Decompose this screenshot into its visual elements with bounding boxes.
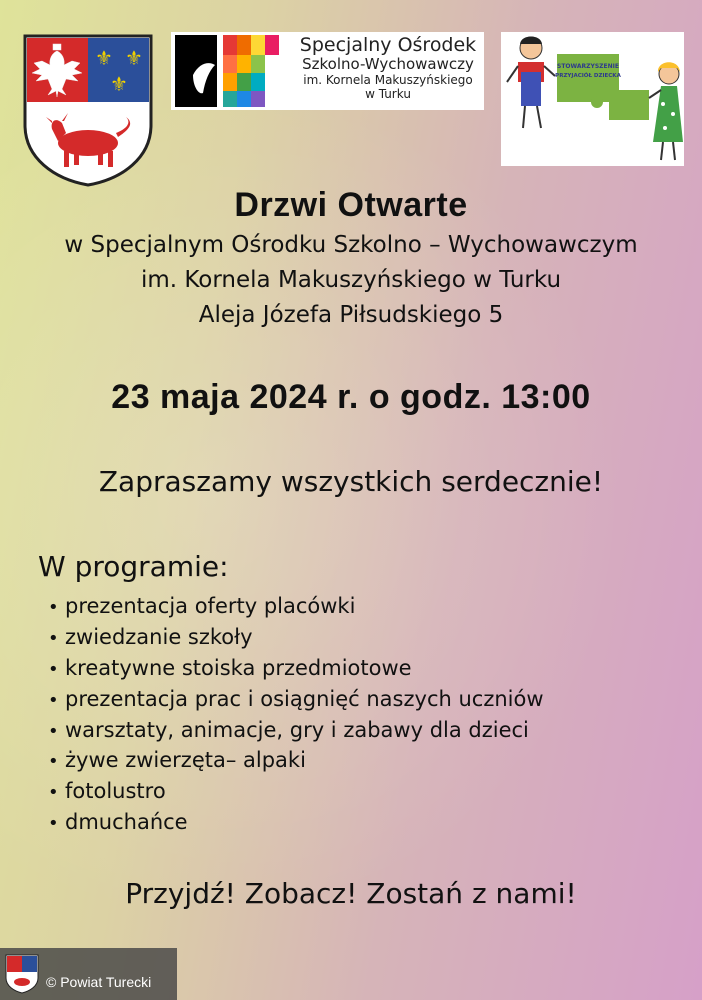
svg-text:⚜: ⚜ [125,46,143,70]
school-name-line2: Szkolno-Wychowawczy [302,55,474,73]
program-item: • kreatywne stoiska przedmiotowe [48,654,544,685]
event-venue-line: w Specjalnym Ośrodku Szkolno – Wychowawczym [64,232,638,258]
powiat-coat-of-arms-logo [22,33,154,187]
association-name-line1: STOWARZYSZENIE [557,63,619,70]
program-item: • dmuchańce [48,808,544,839]
association-name-line2: PRZYJACIÓŁ DZIECKA [555,73,621,79]
program-item: • fotolustro [48,777,544,808]
copyright-credit [0,948,177,1000]
event-address: Aleja Józefa Piłsudskiego 5 [198,302,504,328]
event-venue-name-line: im. Kornela Makuszyńskiego w Turku [140,267,562,293]
association-logo [501,32,684,166]
powiat-crest-small-icon [5,954,39,994]
school-logo [171,32,484,110]
closing-slogan: Przyjdź! Zobacz! Zostań z nami! [125,877,577,910]
program-item: • prezentacja oferty placówki [48,592,544,623]
copyright-text: © Powiat Turecki [46,974,152,990]
program-heading: W programie: [38,550,229,583]
school-name-line4: w Turku [365,87,411,101]
svg-text:⚜: ⚜ [95,46,113,70]
school-emblem-icon [173,35,299,107]
svg-text:⚜: ⚜ [110,72,128,96]
school-name-line3: im. Kornela Makuszyńskiego [303,73,473,87]
event-title: Drzwi Otwarte [234,186,468,224]
event-date-time: 23 maja 2024 r. o godz. 13:00 [111,378,591,416]
invitation-text: Zapraszamy wszystkich serdecznie! [98,465,604,498]
school-name-line1: Specjalny Ośrodek [299,34,477,56]
program-item: • żywe zwierzęta– alpaki [48,746,544,777]
program-item: • prezentacja prac i osiągnięć naszych uczniów [48,685,544,716]
program-item: • warsztaty, animacje, gry i zabawy dla dzieci [48,716,544,747]
program-item: • zwiedzanie szkoły [48,623,544,654]
program-list [48,592,544,839]
